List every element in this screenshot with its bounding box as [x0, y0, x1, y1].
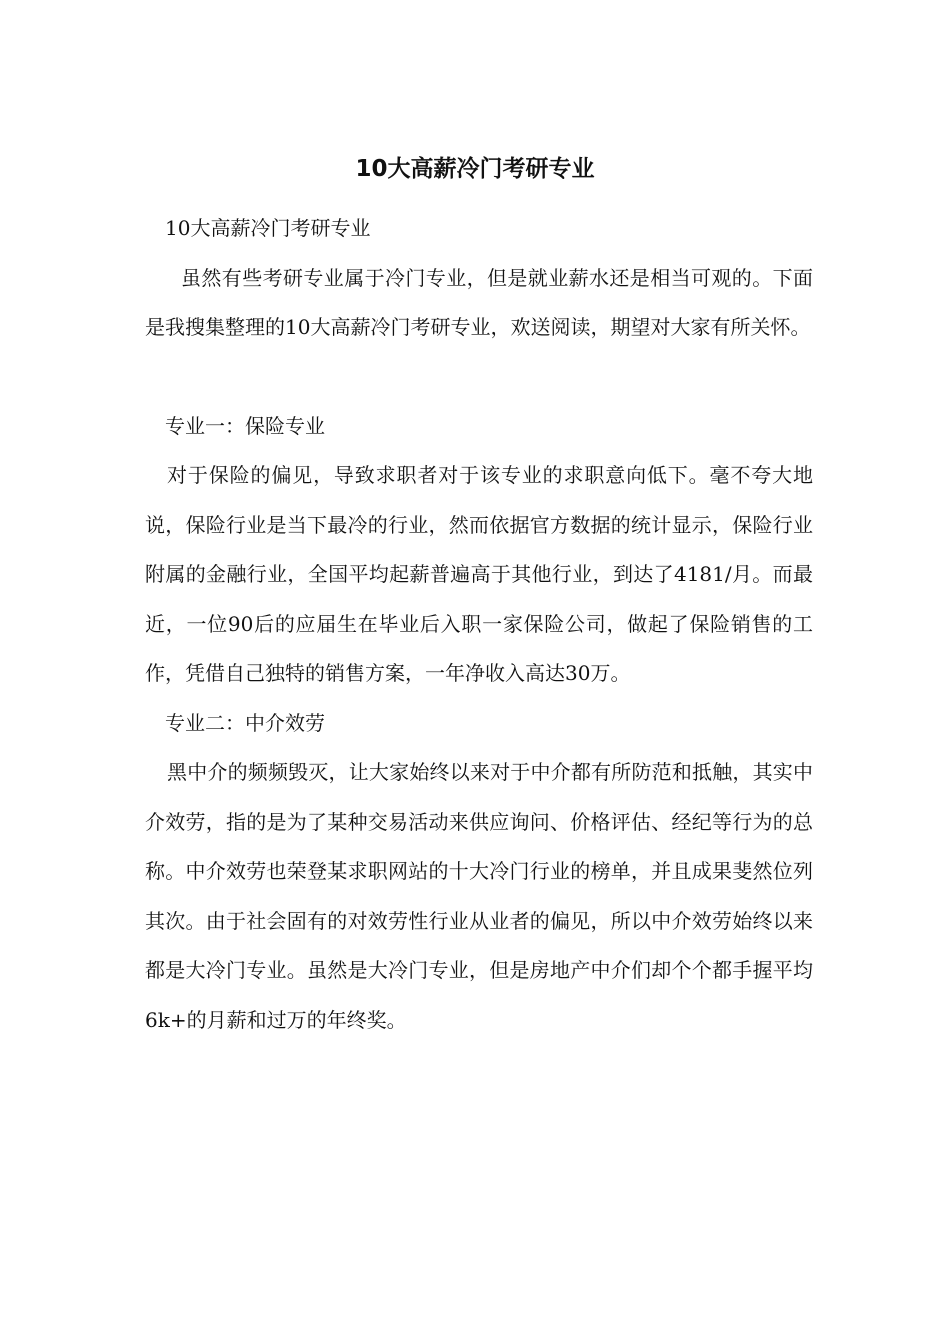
document-title: 10大高薪冷门考研专业 — [355, 156, 595, 182]
document-body — [145, 204, 813, 1045]
paragraph-spacer — [145, 353, 813, 402]
document-subtitle: 10大高薪冷门考研专业 — [165, 216, 371, 240]
section-heading-agency: 专业二：中介效劳 — [165, 710, 325, 735]
section-heading-insurance: 专业一：保险专业 — [165, 413, 325, 438]
section-body-agency: 黑中介的频频毁灭，让大家始终以来对于中介都有所防范和抵触，其实中介效劳，指的是为了某种交易活动来供应询问、价格评估、经纪等行为的总称。中介效劳也荣登某求职网站的十大冷门行业的榜单，并且成果斐然位列其次。由于社会固有的对效劳性行业从业者的偏见，所以中介效劳始终以来都是大冷门专业。虽然是大冷门专业，但是房地产中介们却个个都手握平均6k+的月薪和过万的年终奖。 — [145, 760, 813, 1032]
section-body-insurance: 对于保险的偏见，导致求职者对于该专业的求职意向低下。毫不夸大地说，保险行业是当下最冷的行业，然而依据官方数据的统计显示，保险行业附属的金融行业，全国平均起薪普遍高于其他行业，到达了4181/月。而最近，一位90后的应届生在毕业后入职一家保险公司，做起了保险销售的工作，凭借自己独特的销售方案，一年净收入高达30万。 — [145, 463, 813, 685]
intro-paragraph: 虽然有些考研专业属于冷门专业，但是就业薪水还是相当可观的。下面是我搜集整理的10大高薪冷门考研专业，欢送阅读，期望对大家有所关怀。 — [145, 265, 813, 339]
